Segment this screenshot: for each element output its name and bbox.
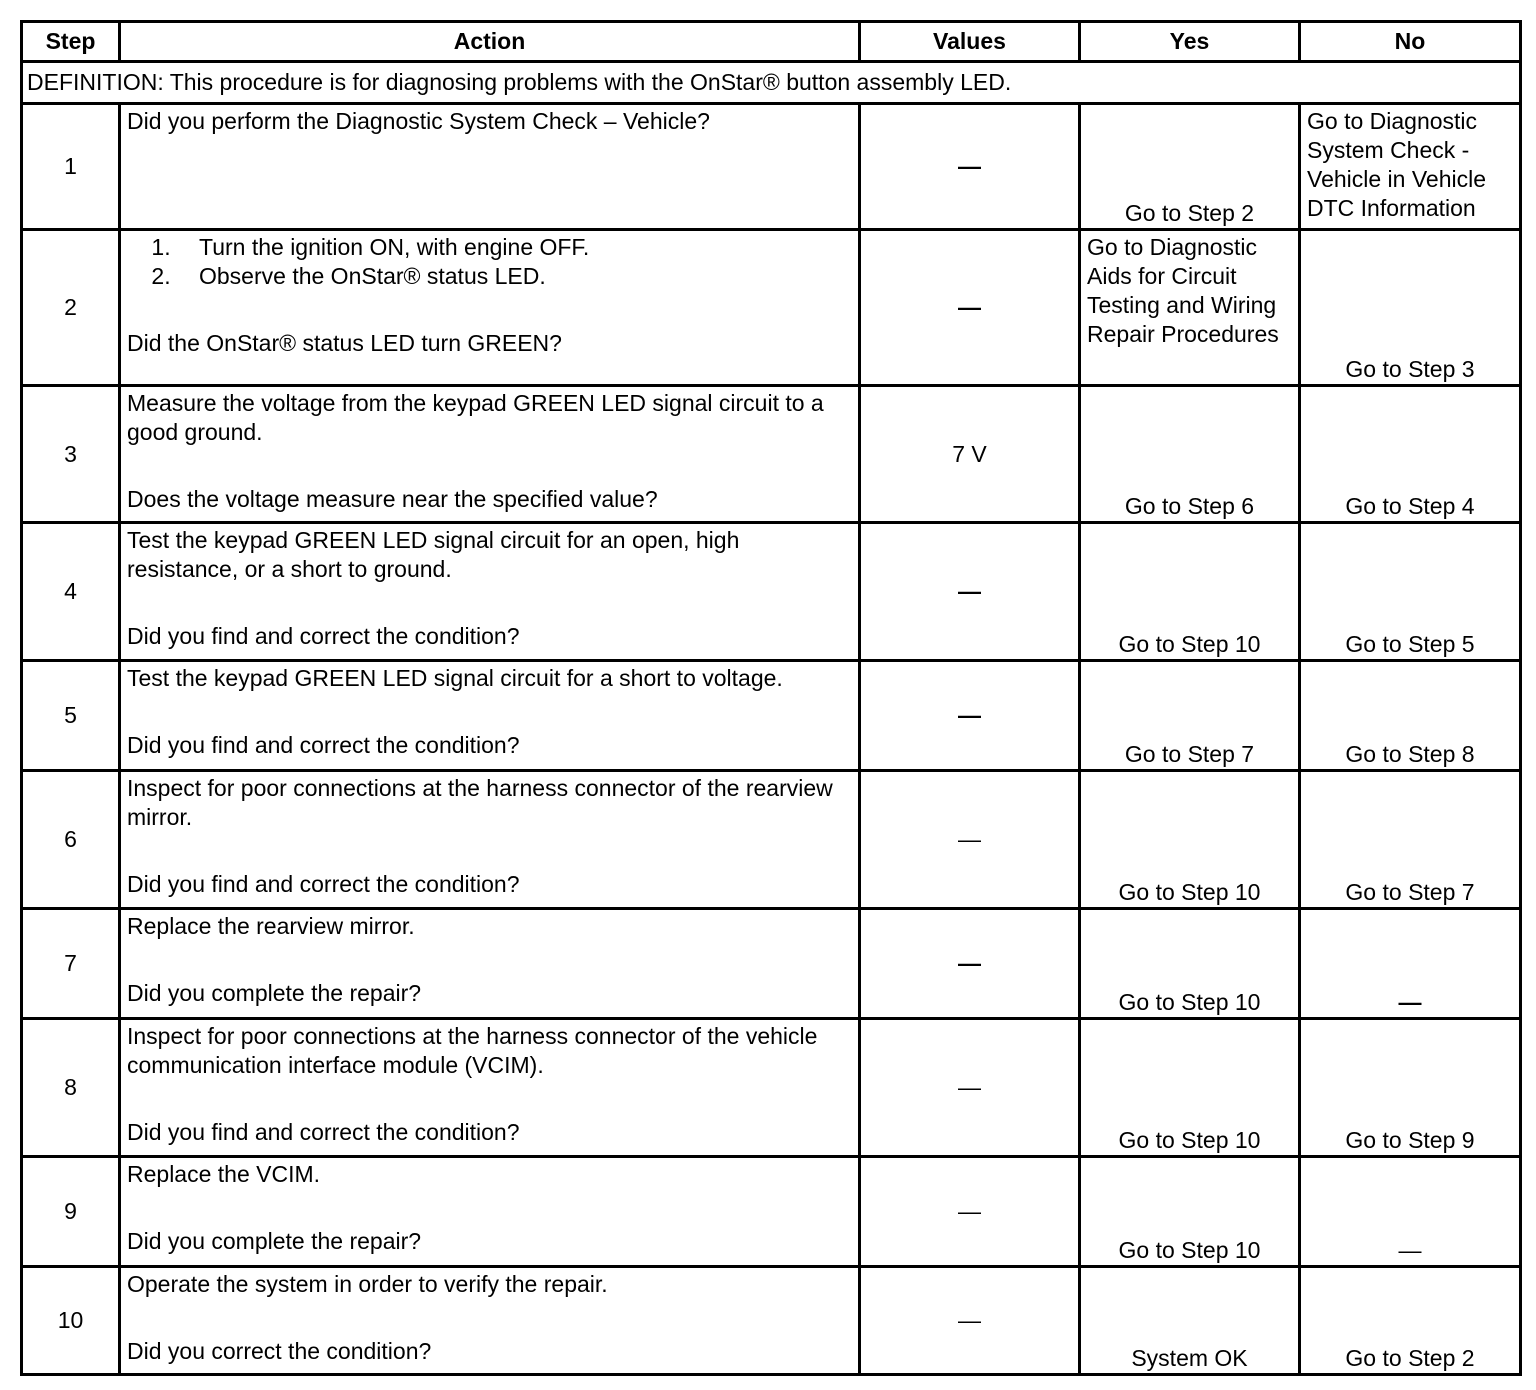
header-row bbox=[22, 22, 1521, 62]
no-link[interactable]: Go to Diagnostic System Check - Vehicle in Vehicle DTC Information bbox=[1307, 108, 1487, 221]
header-values: Values bbox=[860, 22, 1080, 62]
value-cell: — bbox=[860, 523, 1080, 661]
action-text: Test the keypad GREEN LED signal circuit for an open, high resistance, or a short to ground. bbox=[127, 527, 740, 582]
no-link[interactable]: Go to Step 7 bbox=[1345, 879, 1475, 905]
no-cell bbox=[1300, 104, 1521, 230]
action-cell bbox=[120, 523, 860, 661]
action-text: Measure the voltage from the keypad GREEN LED signal circuit to a good ground. bbox=[127, 390, 824, 445]
action-cell bbox=[120, 104, 860, 230]
yes-link[interactable]: Go to Step 7 bbox=[1124, 741, 1255, 767]
step-number: 8 bbox=[22, 1019, 120, 1157]
no-link[interactable]: Go to Step 4 bbox=[1345, 493, 1475, 519]
step-number: 2 bbox=[22, 230, 120, 386]
action-question: Did you complete the repair? bbox=[127, 980, 422, 1006]
no-cell bbox=[1300, 230, 1521, 386]
header-step: Step bbox=[22, 22, 120, 62]
action-cell bbox=[120, 230, 860, 386]
table-row bbox=[22, 1019, 1521, 1157]
value-cell: — bbox=[860, 661, 1080, 771]
no-cell bbox=[1300, 386, 1521, 523]
yes-link[interactable]: Go to Step 10 bbox=[1118, 989, 1261, 1015]
yes-cell bbox=[1080, 386, 1300, 523]
yes-link[interactable]: Go to Step 6 bbox=[1124, 493, 1255, 519]
yes-cell bbox=[1080, 230, 1300, 386]
table-row bbox=[22, 104, 1521, 230]
no-cell bbox=[1300, 1019, 1521, 1157]
step-number: 7 bbox=[22, 909, 120, 1019]
substep-item: 1. Turn the ignition ON, with engine OFF. bbox=[177, 233, 852, 262]
action-cell bbox=[120, 1267, 860, 1375]
yes-result: System OK bbox=[1131, 1345, 1248, 1371]
table-row bbox=[22, 909, 1521, 1019]
definition-text: DEFINITION: This procedure is for diagnosing problems with the OnStar® button assembly LED. bbox=[22, 62, 1521, 104]
yes-cell bbox=[1080, 523, 1300, 661]
value-cell: — bbox=[860, 230, 1080, 386]
yes-link[interactable]: Go to Step 10 bbox=[1118, 631, 1261, 657]
action-cell bbox=[120, 1019, 860, 1157]
yes-link[interactable]: Go to Step 10 bbox=[1118, 1127, 1261, 1153]
no-value: — bbox=[1398, 989, 1422, 1015]
step-number: 1 bbox=[22, 104, 120, 230]
step-number: 4 bbox=[22, 523, 120, 661]
table-row bbox=[22, 386, 1521, 523]
no-cell bbox=[1300, 909, 1521, 1019]
value-cell: — bbox=[860, 1157, 1080, 1267]
value-cell: — bbox=[860, 909, 1080, 1019]
value-cell: — bbox=[860, 104, 1080, 230]
action-question: Did you find and correct the condition? bbox=[127, 732, 520, 758]
diagnostic-table bbox=[20, 20, 1522, 1376]
action-text: Operate the system in order to verify the repair. bbox=[127, 1271, 608, 1297]
step-number: 6 bbox=[22, 771, 120, 909]
no-link[interactable]: Go to Step 2 bbox=[1345, 1345, 1475, 1371]
value-cell: — bbox=[860, 771, 1080, 909]
no-cell bbox=[1300, 1267, 1521, 1375]
header-yes: Yes bbox=[1080, 22, 1300, 62]
no-link[interactable]: Go to Step 3 bbox=[1345, 356, 1475, 382]
substep-item: 2. Observe the OnStar® status LED. bbox=[177, 262, 852, 291]
action-question: Did you find and correct the condition? bbox=[127, 1119, 520, 1145]
action-text: Inspect for poor connections at the harness connector of the rearview mirror. bbox=[127, 775, 833, 830]
no-cell bbox=[1300, 523, 1521, 661]
action-cell bbox=[120, 661, 860, 771]
no-link[interactable]: Go to Step 5 bbox=[1345, 631, 1475, 657]
no-link[interactable]: Go to Step 8 bbox=[1345, 741, 1475, 767]
no-cell bbox=[1300, 661, 1521, 771]
value-cell: — bbox=[860, 1019, 1080, 1157]
yes-cell bbox=[1080, 909, 1300, 1019]
action-question: Did you correct the condition? bbox=[127, 1338, 432, 1364]
action-question: Did you find and correct the condition? bbox=[127, 871, 520, 897]
step-number: 9 bbox=[22, 1157, 120, 1267]
action-text: Replace the VCIM. bbox=[127, 1161, 321, 1187]
action-cell bbox=[120, 1157, 860, 1267]
action-question: Did the OnStar® status LED turn GREEN? bbox=[127, 330, 562, 356]
action-text: Replace the rearview mirror. bbox=[127, 913, 415, 939]
action-text: Inspect for poor connections at the harness connector of the vehicle communication interface module (VCIM). bbox=[127, 1023, 818, 1078]
action-cell bbox=[120, 909, 860, 1019]
yes-cell bbox=[1080, 1157, 1300, 1267]
action-text: Did you perform the Diagnostic System Check – Vehicle? bbox=[127, 108, 710, 134]
action-cell bbox=[120, 771, 860, 909]
table-row bbox=[22, 1267, 1521, 1375]
no-value: — bbox=[1398, 1237, 1422, 1263]
table-row bbox=[22, 661, 1521, 771]
yes-link[interactable]: Go to Step 10 bbox=[1118, 1237, 1261, 1263]
value-cell: 7 V bbox=[860, 386, 1080, 523]
step-number: 5 bbox=[22, 661, 120, 771]
action-question: Did you complete the repair? bbox=[127, 1228, 422, 1254]
table-row bbox=[22, 1157, 1521, 1267]
table-row bbox=[22, 523, 1521, 661]
header-action: Action bbox=[120, 22, 860, 62]
yes-cell bbox=[1080, 661, 1300, 771]
yes-cell bbox=[1080, 1019, 1300, 1157]
yes-link[interactable]: Go to Diagnostic Aids for Circuit Testing and Wiring Repair Procedures bbox=[1087, 234, 1279, 347]
step-number: 3 bbox=[22, 386, 120, 523]
header-no: No bbox=[1300, 22, 1521, 62]
no-cell bbox=[1300, 771, 1521, 909]
yes-cell bbox=[1080, 104, 1300, 230]
step-number: 10 bbox=[22, 1267, 120, 1375]
action-cell bbox=[120, 386, 860, 523]
yes-cell bbox=[1080, 1267, 1300, 1375]
value-cell: — bbox=[860, 1267, 1080, 1375]
no-link[interactable]: Go to Step 9 bbox=[1345, 1127, 1475, 1153]
table-row bbox=[22, 771, 1521, 909]
definition-row bbox=[22, 62, 1521, 104]
action-question: Does the voltage measure near the specified value? bbox=[127, 486, 658, 512]
table-row bbox=[22, 230, 1521, 386]
substep-list bbox=[127, 233, 852, 291]
action-text: Test the keypad GREEN LED signal circuit for a short to voltage. bbox=[127, 665, 783, 691]
yes-cell bbox=[1080, 771, 1300, 909]
no-cell bbox=[1300, 1157, 1521, 1267]
yes-link[interactable]: Go to Step 10 bbox=[1118, 879, 1261, 905]
action-question: Did you find and correct the condition? bbox=[127, 623, 520, 649]
yes-link[interactable]: Go to Step 2 bbox=[1124, 200, 1255, 226]
